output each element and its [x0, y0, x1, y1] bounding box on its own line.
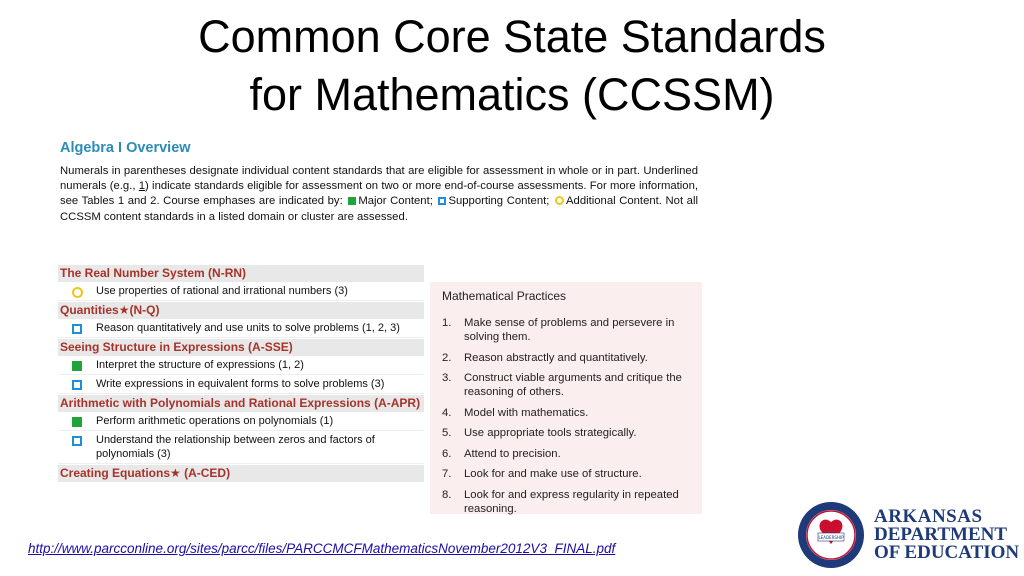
document-intro [60, 164, 698, 225]
list-item: 4. Model with mathematics. [442, 406, 589, 419]
supporting-content-icon [72, 380, 82, 390]
list-item: 3. Construct viable arguments and critique the reasoning of others. [442, 372, 682, 398]
document-excerpt [58, 136, 704, 516]
list-item: 8. Look for and express regularity in repeated reasoning. [442, 488, 679, 515]
intro-part-1: Numerals in parentheses designate individual content standards that are eligible for assessment in whole or in part. Underlined numerals (e.g., [60, 165, 698, 193]
mathematical-practices-box [430, 282, 702, 514]
state-seal-icon [796, 500, 866, 570]
supporting-content-icon [438, 197, 446, 205]
standard-text: Write expressions in equivalent forms to solve problems (3) [96, 378, 385, 390]
domain-name: Quantities [60, 303, 119, 317]
standards-table [58, 264, 424, 482]
list-item: 6. Attend to precision. [442, 447, 561, 460]
legend-major: Major Content; [358, 195, 433, 208]
slide-title [0, 8, 1024, 124]
domain-header: Seeing Structure in Expressions (A-SSE) [58, 339, 424, 356]
intro-part-2: ) indicate standards eligible for assessment on two or more end-of-course assessments. For more information, see Tables 1 and 2. Course emphases are indicated by: [60, 180, 699, 208]
additional-content-icon [72, 287, 83, 298]
standard-text: Reason quantitatively and use units to solve problems (1, 2, 3) [96, 322, 400, 334]
svg-text:LEADERSHIP: LEADERSHIP [818, 535, 844, 540]
supporting-content-icon [72, 436, 82, 446]
source-link[interactable]: http://www.parcconline.org/sites/parcc/files/PARCCMCFMathematicsNovember2012V3_FINAL.pdf [28, 541, 616, 556]
standard-row [58, 375, 424, 394]
standard-text: Interpret the structure of expressions (1, 2) [96, 359, 304, 371]
supporting-content-icon [72, 324, 82, 334]
list-item: 7. Look for and make use of structure. [442, 468, 642, 480]
standard-text: Understand the relationship between zeros and factors of polynomials (3) [96, 434, 375, 460]
title-line-1: Common Core State Standards [198, 11, 826, 62]
domain-header: Arithmetic with Polynomials and Rational Expressions (A-APR) [58, 395, 424, 412]
intro-example-numeral: 1 [138, 180, 146, 193]
major-content-icon [72, 417, 82, 427]
domain-code: (N-Q) [129, 303, 160, 317]
list-item: 5. Use appropriate tools strategically. [442, 427, 637, 439]
standard-row [58, 431, 424, 464]
legend-additional: Additional Content. Not all CCSSM content standards in a listed domain or cluster are assessed. [60, 195, 698, 223]
standard-text: Perform arithmetic operations on polynomials (1) [96, 415, 334, 427]
list-item: 2. Reason abstractly and quantitatively. [442, 351, 648, 364]
additional-content-icon [555, 196, 564, 205]
major-content-icon [72, 361, 82, 371]
title-line-2: for Mathematics (CCSSM) [249, 69, 775, 120]
standard-row [58, 319, 424, 338]
practices-title: Mathematical Practices [442, 289, 567, 303]
domain-header [58, 302, 424, 319]
standard-row [58, 356, 424, 375]
logo-wordmark: ARKANSAS DEPARTMENT OF EDUCATION [874, 506, 1020, 563]
legend-supporting: Supporting Content; [448, 195, 550, 208]
standard-text: Use properties of rational and irrational numbers (3) [96, 285, 348, 297]
list-item: 1. Make sense of problems and persevere in solving them. [442, 317, 675, 343]
domain-header: Creating Equations★ (A-CED) [58, 465, 424, 482]
standard-row [58, 412, 424, 431]
star-icon: ★ [118, 303, 130, 317]
major-content-icon [348, 197, 356, 205]
document-heading: Algebra I Overview [60, 140, 191, 156]
standard-row [58, 282, 424, 301]
domain-header: The Real Number System (N-RN) [58, 265, 424, 282]
arkansas-department-of-education-logo [796, 500, 1022, 570]
practices-list [442, 316, 698, 516]
